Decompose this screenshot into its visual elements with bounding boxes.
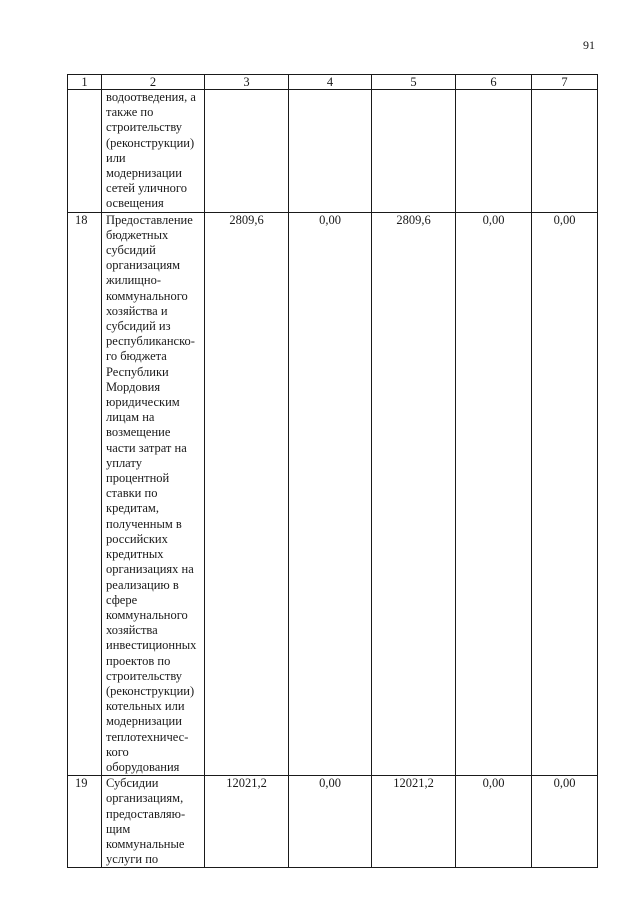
row-number: 19: [68, 776, 102, 868]
page-number: 91: [583, 38, 595, 52]
row-description-cell: [102, 212, 205, 776]
row-value-col6: 0,00: [456, 212, 532, 776]
row-description-cell: [102, 776, 205, 868]
row-description-cell: [102, 90, 205, 213]
budget-table: [67, 74, 598, 868]
row-description: Предоставление бюджетных субсидий организациям жилищно- коммунального хозяйства и субсидий из республиканско- го бюджета Республики Мордовия юридическим лицам на возмещение части затрат на уплату процентной ставки по кредитам, полученным в российских кредитных организациях на реализацию в сфере коммунального хозяйства инвестиционных проектов по строительству (реконструкции) котельных или модернизации теплотехничес- кого оборудования: [106, 212, 197, 774]
row-number: 18: [68, 212, 102, 776]
row-value-col4: 0,00: [289, 776, 372, 868]
column-header-1: 1: [68, 75, 102, 90]
row-value-col7: 0,00: [532, 776, 598, 868]
row-value-col5: [372, 90, 456, 213]
table-row: [68, 776, 598, 868]
row-value-col5: 2809,6: [372, 212, 456, 776]
column-header-3: 3: [205, 75, 289, 90]
row-description: Субсидии организациям, предоставляю- щим коммунальные услуги по: [106, 776, 186, 867]
row-value-col6: 0,00: [456, 776, 532, 868]
row-value-col6: [456, 90, 532, 213]
row-value-col4: [289, 90, 372, 213]
column-header-4: 4: [289, 75, 372, 90]
row-value-col5: 12021,2: [372, 776, 456, 868]
column-header-6: 6: [456, 75, 532, 90]
table-row: [68, 90, 598, 213]
row-value-col3: 12021,2: [205, 776, 289, 868]
row-value-col3: 2809,6: [205, 212, 289, 776]
row-value-col4: 0,00: [289, 212, 372, 776]
column-header-2: 2: [102, 75, 205, 90]
column-header-5: 5: [372, 75, 456, 90]
row-value-col7: 0,00: [532, 212, 598, 776]
row-number: [68, 90, 102, 213]
column-header-7: 7: [532, 75, 598, 90]
row-value-col3: [205, 90, 289, 213]
table-header-row: [68, 75, 598, 90]
table-row: [68, 212, 598, 776]
row-value-col7: [532, 90, 598, 213]
row-description: водоотведения, а также по строительству (реконструкции) или модернизации сетей уличного освещения: [106, 90, 196, 211]
